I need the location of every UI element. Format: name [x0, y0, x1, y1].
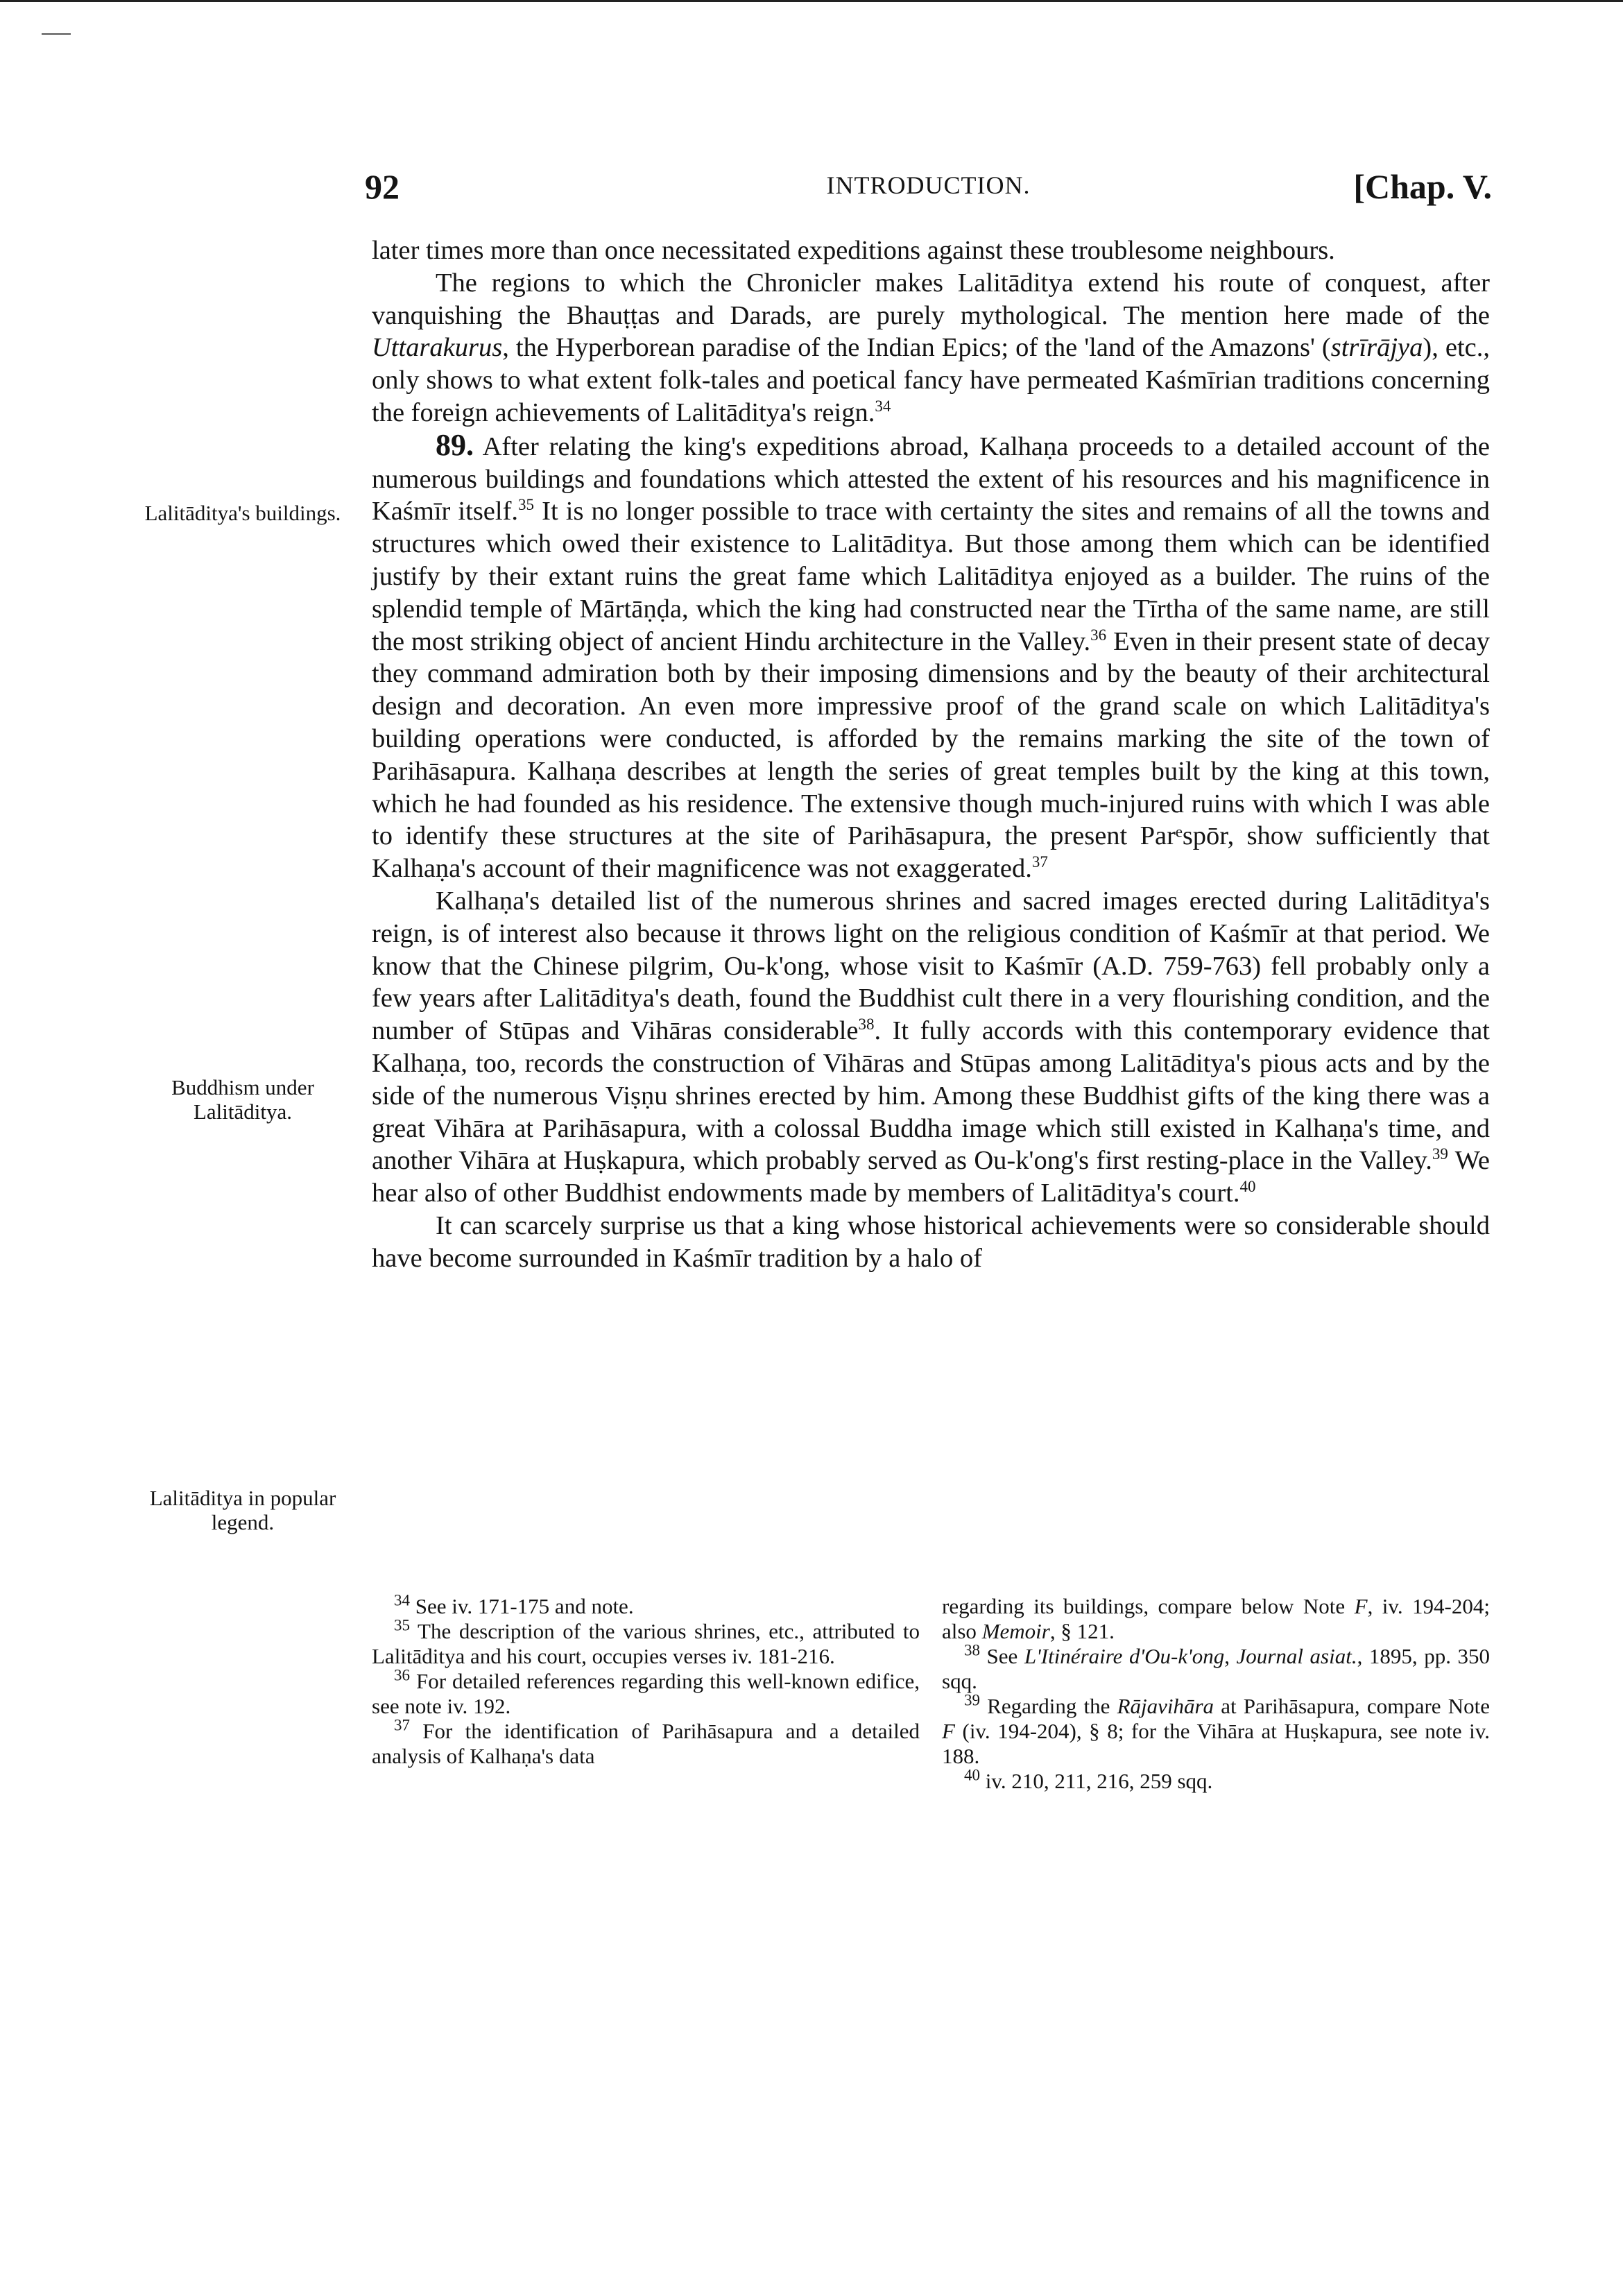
paragraph-buddhism: Kalhaṇa's detailed list of the numerous shrines and sacred images erected during Lalitāditya's reign, is of interest also because it throws light on the religious condition of Kaśmīr at that period. We know that the Chinese pilgrim, Ou-k'ong, whose visit to Kaśmīr (A.D. 759-763) fell probably only a few years after Lalitāditya's death, found the Buddhist cult there in a very flourishing condition, and the number of Stūpas and Vihāras considerable$^{38}$. It fully accords with this contemporary evidence that Kalhaṇa, too, records the construction of Vihāras and Stūpas among Lalitāditya's pious acts and by the side of the numerous Viṣṇu shrines erected by him. Among these Buddhist gifts of the king there was a great Vihāra at Parihāsapura, with a colossal Buddha image which still existed in Kalhaṇa's time, and another Vihāra at Huṣkapura, which probably served as Ou-k'ong's first resting-place in the Valley.$^{39}$ We hear also of other Buddhist endowments made by members of Lalitāditya's court.$^{40}$ [372, 886, 1491, 1208]
footnote-37-continued: regarding its buildings, compare below Note F, iv. 194-204; also Memoir, § 121. [942, 1594, 1490, 1643]
footnote-ref: 39 [1432, 1145, 1448, 1163]
footnotes [372, 1591, 1491, 1794]
page-number: 92 [365, 167, 400, 206]
paragraph-continued: later times more than once necessitated expeditions against these troublesome neighbours. [372, 236, 1335, 265]
footnote-38: $^{38}$ See L'Itinéraire d'Ou-k'ong, Journal asiat., 1895, pp. 350 sqq. [942, 1641, 1491, 1693]
footnote-35: $^{35}$ The description of the various shrines, etc., attributed to Lalitāditya and his court, occupies verses iv. 181-216. [372, 1616, 920, 1668]
main-text [372, 234, 1490, 1275]
sidenote-buildings: Lalitāditya's buildings. [144, 501, 341, 525]
footnotes-right-column [942, 1594, 1490, 1794]
footnote-39: $^{39}$ Regarding the Rājavihāra at Parihāsapura, compare Note F (iv. 194-204), § 8; for the Vihāra at Huṣkapura, see note iv. 188. [942, 1691, 1490, 1768]
page-top-edge [0, 0, 1623, 2]
page-header [365, 166, 1492, 208]
sidenote-buddhism: Buddhism under Lalitāditya. [171, 1075, 314, 1124]
footnotes-left-column [372, 1591, 920, 1794]
footnote-40: $^{40}$ iv. 210, 211, 216, 259 sqq. [964, 1766, 1213, 1793]
footnote-ref: 38 [858, 1016, 875, 1034]
section-number: 89. [436, 427, 474, 462]
footnote-ref: 37 [1031, 853, 1048, 871]
paragraph-section-89: 89. After relating the king's expeditions abroad, Kalhaṇa proceeds to a detailed account of the numerous buildings and foundations which attested the extent of his resources and his magnificence in Kaśmīr itself.$^{35}$ It is no longer possible to trace with certainty the sites and remains of all the towns and structures which owed their existence to Lalitāditya. But those among them which can be identified justify by their extant ruins the great fame which Lalitāditya enjoyed as a builder. The ruins of the splendid temple of Mārtāṇḍa, which the king had constructed near the Tīrtha of the same name, are still the most striking object of ancient Hindu architecture in the Valley.$^{36}$ Even in their present state of decay they command admiration both by their imposing dimensions and by the beauty of their architectural design and decoration. An even more impressive proof of the grand scale on which Lalitāditya's building operations were conducted, is afforded by the remains marking the site of the town of Parihāsapura. Kalhaṇa describes at length the series of great temples built by the king at this town, which he had founded as his residence. The extensive though much-injured ruins with which I was able to identify these structures at the site of Parihāsapura, the present Parᵉspōr, show sufficiently that Kalhaṇa's account of their magnificence was not exaggerated.$^{37}$ [372, 427, 1490, 884]
footnote-ref: 36 [1090, 626, 1107, 644]
scan-mark [42, 33, 71, 35]
footnote-ref: 40 [1239, 1178, 1256, 1196]
footnote-37: $^{37}$ For the identification of Parihāsapura and a detailed analysis of Kalhaṇa's data [372, 1716, 920, 1768]
footnote-ref: 34 [875, 397, 891, 415]
footnote-34: $^{34}$ See iv. 171-175 and note. [394, 1591, 634, 1618]
paragraph-conquest-regions: The regions to which the Chronicler makes Lalitāditya extend his route of conquest, after vanquishing the Bhauṭṭas and Darads, are purely mythological. The mention here made of the Uttarakurus, the Hyperborean paradise of the Indian Epics; of the 'land of the Amazons' (strīrājya), etc., only shows to what extent folk-tales and poetical fancy have permeated Kaśmīrian traditions concerning the foreign achievements of Lalitāditya's reign.$^{34}$ [372, 268, 1490, 427]
running-title: INTRODUCTION. [826, 171, 1031, 199]
footnote-36: $^{36}$ For detailed references regarding this well-known edifice, see note iv. 192. [372, 1666, 920, 1718]
footnote-ref: 35 [518, 496, 535, 514]
sidenote-popular-legend: Lalitāditya in popular legend. [149, 1486, 336, 1534]
chapter-label: [Chap. V. [1353, 167, 1492, 206]
paragraph-legend: It can scarcely surprise us that a king whose historical achievements were so considerable should have become surrounded in Kaśmīr tradition by a halo of [372, 1210, 1490, 1273]
